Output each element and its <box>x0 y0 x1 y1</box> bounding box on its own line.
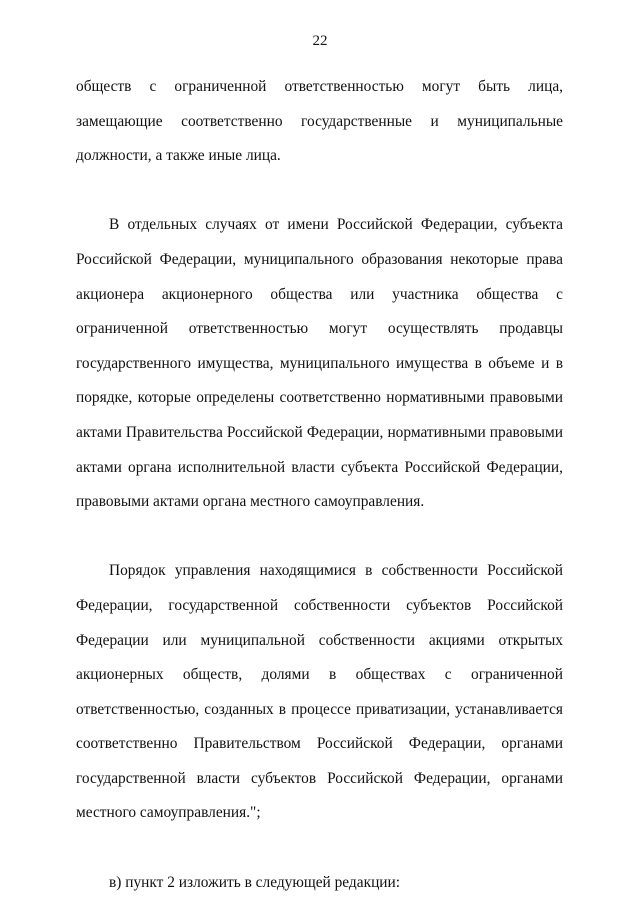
paragraph-shareholder-rights: В отдельных случаях от имени Российской Федерации, субъекта Российской Федерации, муниципального образования некоторые права акционера акционерного общества или участника общества с ограниченной ответственностью могут осуществлять продавцы государственного имущества, муниципального имущества в объеме и в порядке, которые определены соответственно нормативными правовыми актами Правительства Российской Федерации, нормативными правовыми актами органа исполнительной власти субъекта Российской Федерации, правовыми актами органа местного самоуправления. <box>76 216 563 511</box>
paragraph-continuation: обществ с ограниченной ответственностью могут быть лица, замещающие соответственно государственные и муниципальные должности, а также иные лица. <box>76 78 563 165</box>
paragraph-gap <box>76 174 563 209</box>
document-body <box>76 70 563 900</box>
paragraph-gap <box>76 520 563 555</box>
paragraph-amendment-item: в) пункт 2 изложить в следующей редакции: <box>109 873 401 891</box>
paragraph-gap <box>76 831 563 866</box>
paragraph-management-procedure: Порядок управления находящимися в собственности Российской Федерации, государственной собственности субъектов Российской Федерации или муниципальной собственности акциями открытых акционерных обществ, долями в обществах с ограниченной ответственностью, созданных в процессе приватизации, устанавливается соответственно Правительством Российской Федерации, органами государственной власти субъектов Российской Федерации, органами местного самоуправления."; <box>76 562 563 822</box>
page-number: 22 <box>312 33 328 49</box>
